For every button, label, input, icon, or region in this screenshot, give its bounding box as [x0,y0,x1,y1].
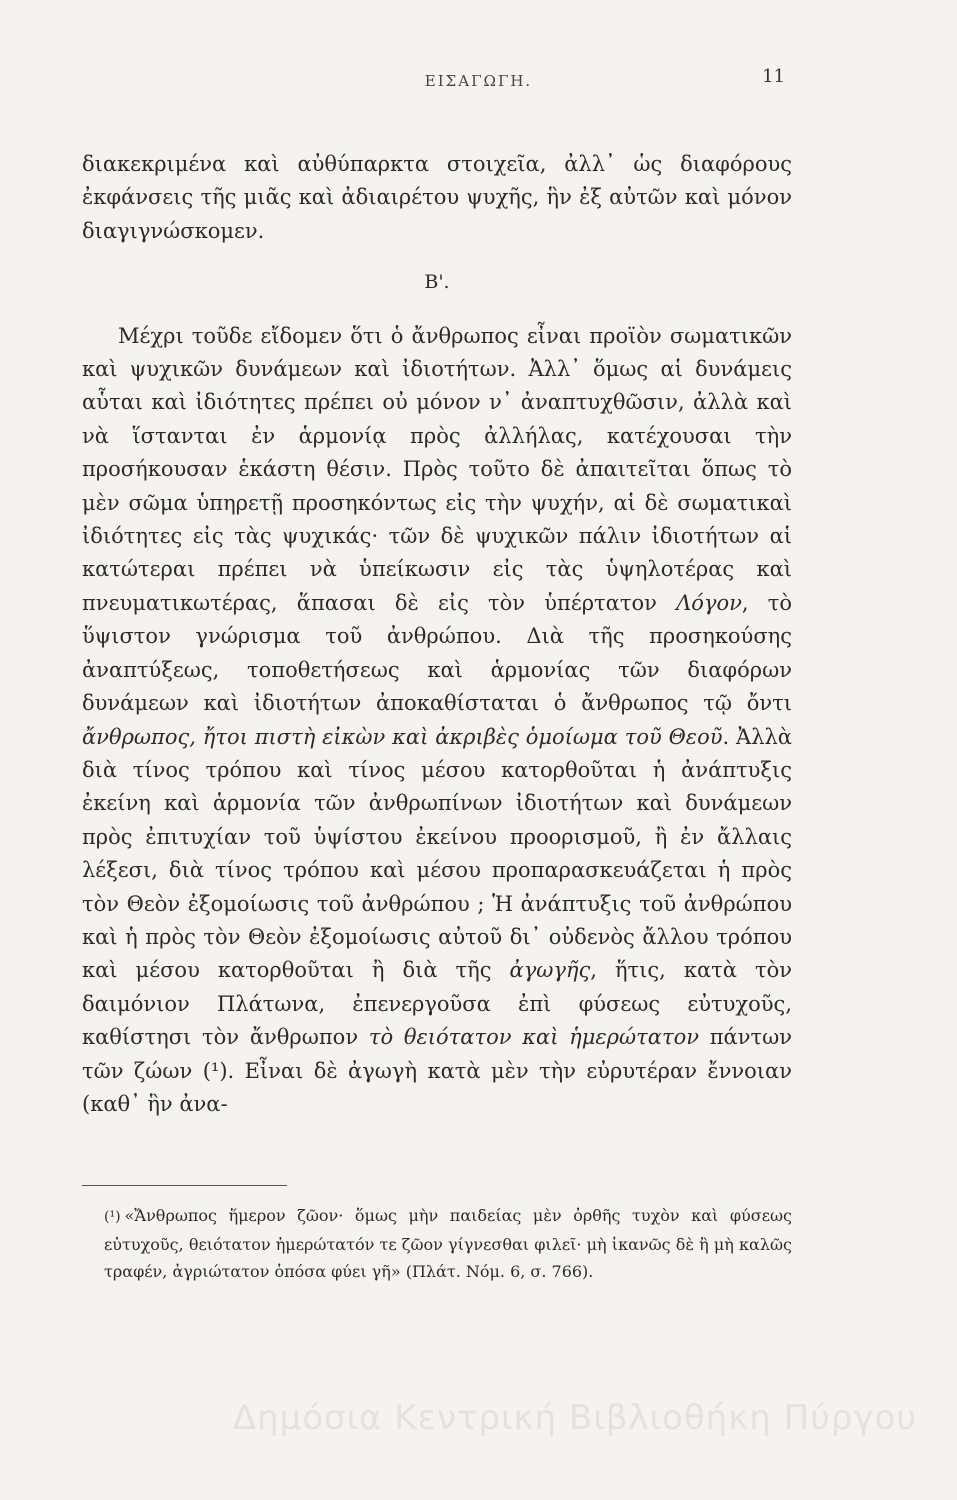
italic-logos: Λόγον [676,590,742,615]
library-watermark: Δημόσια Κεντρική Βιβλιοθήκη Πύργου [232,1398,917,1438]
paragraph-main [82,320,792,1122]
footnote [104,1202,792,1285]
text-run: πάντων τῶν ζώων (¹). Εἶναι δὲ ἀγωγὴ κατὰ μὲν τὴν εὐρυτέραν ἔννοιαν (καθ᾽ ἣν ἀνα- [82,1025,792,1116]
running-header [0,66,957,112]
text-run: , ἥτις, κατὰ τὸν δαιμόνιον Πλάτωνα, ἐπενεργοῦσα ἐπὶ φύσεως εὐτυχοῦς, καθίστησι τὸν ἄνθρωπον [82,958,792,1050]
text-run: , τὸ ὕψιστον γνώρισμα τοῦ ἀνθρώπου. Διὰ τῆς προσηκούσης ἀναπτύξεως, τοποθετήσεως καὶ ἁρμονίας τῶν διαφόρων δυνάμεων καὶ ἰδιοτήτων ἀποκαθίσταται ὁ ἄνθρωπος τῷ ὄντι [82,590,792,716]
paragraph-continuation: διακεκριμένα καὶ αὐθύπαρκτα στοιχεῖα, ἀλλ᾽ ὡς διαφόρους ἐκφάνσεις τῆς μιᾶς καὶ ἀδιαιρέτου ψυχῆς, ἣν ἐξ αὐτῶν καὶ μόνον διαγιγνώσκομεν. [82,152,792,243]
text-run: Μέχρι τοῦδε εἴδομεν ὅτι ὁ ἄνθρωπος εἶναι προϊὸν σωματικῶν καὶ ψυχικῶν δυνάμεων καὶ ἰδιοτήτων. Ἀλλ᾽ ὅμως αἱ δυνάμεις αὗται καὶ ἰδιότητες πρέπει οὐ μόνον ν᾽ ἀναπτυχθῶσιν, ἀλλὰ καὶ νὰ ἵστανται ἐν ἁρμονίᾳ πρὸς ἀλλήλας, κατέχουσαι τὴν προσήκουσαν ἑκάστη θέσιν. Πρὸς τοῦτο δὲ ἀπαιτεῖται ὅπως τὸ μὲν σῶμα ὑπηρετῇ προσηκόντως εἰς τὴν ψυχήν, αἱ δὲ σωματικαὶ ἰδιότητες εἰς τὰς ψυχικάς· τῶν δὲ ψυχικῶν πάλιν ἰδιοτήτων αἱ κατώτεραι πρέπει νὰ ὑπείκωσιν εἰς τὰς ὑψηλοτέρας καὶ πνευματικωτέρας, ἅπασαι δὲ εἰς τὸν ὑπέρτατον [82,323,792,615]
text-run: . Ἀλλὰ διὰ τίνος τρόπου καὶ τίνος μέσου κατορθοῦται ἡ ἀνάπτυξις ἐκείνη καὶ ἁρμονία τῶν ἀνθρωπίνων ἰδιοτήτων καὶ δυνάμεων πρὸς ἐπιτυχίαν τοῦ ὑψίστου ἐκείνου προορισμοῦ, ἢ ἐν ἄλλαις λέξεσι, διὰ τίνος τρόπου καὶ μέσου προπαρασκευάζεται ἡ πρὸς τὸν Θεὸν ἐξομοίωσις τοῦ ἀνθρώπου ; Ἡ ἀνάπτυξις τοῦ ἀνθρώπου καὶ ἡ πρὸς τὸν Θεὸν ἐξομοίωσις αὐτοῦ δι᾽ οὐδενὸς ἄλλου τρόπου καὶ μέσου κατορθοῦται ἢ διὰ τῆς [82,724,792,983]
italic-theiotaton: τὸ θειότατον καὶ ἡμερώτατον [368,1025,699,1050]
section-heading: Β'. [424,271,450,294]
page-number: 11 [762,66,785,87]
footnote-divider [82,1185,287,1186]
italic-agogi: ἀγωγῆς [509,958,591,983]
italic-anthropos: ἄνθρωπος, ἤτοι πιστὴ εἰκὼν καὶ ἀκριβὲς ὁμοίωμα τοῦ Θεοῦ [82,724,723,749]
footnote-mark: (¹) [104,1209,121,1225]
main-text [82,148,792,1121]
running-title: ΕΙΣΑΓΩΓΗ. [424,72,533,90]
footnote-text: «Ἄνθρωπος ἥμερον ζῶον· ὅμως μὴν παιδείας μὲν ὀρθῆς τυχὸν καὶ φύσεως εὐτυχοῦς, θειότατον ἡμερώτατόν τε ζῶον γίγνεσθαι φιλεῖ· μὴ ἱκανῶς δὲ ἢ μὴ καλῶς τραφέν, ἀγριώτατον ὁπόσα φύει γῆ» (Πλάτ. Νόμ. 6, σ. 766). [104,1206,792,1281]
